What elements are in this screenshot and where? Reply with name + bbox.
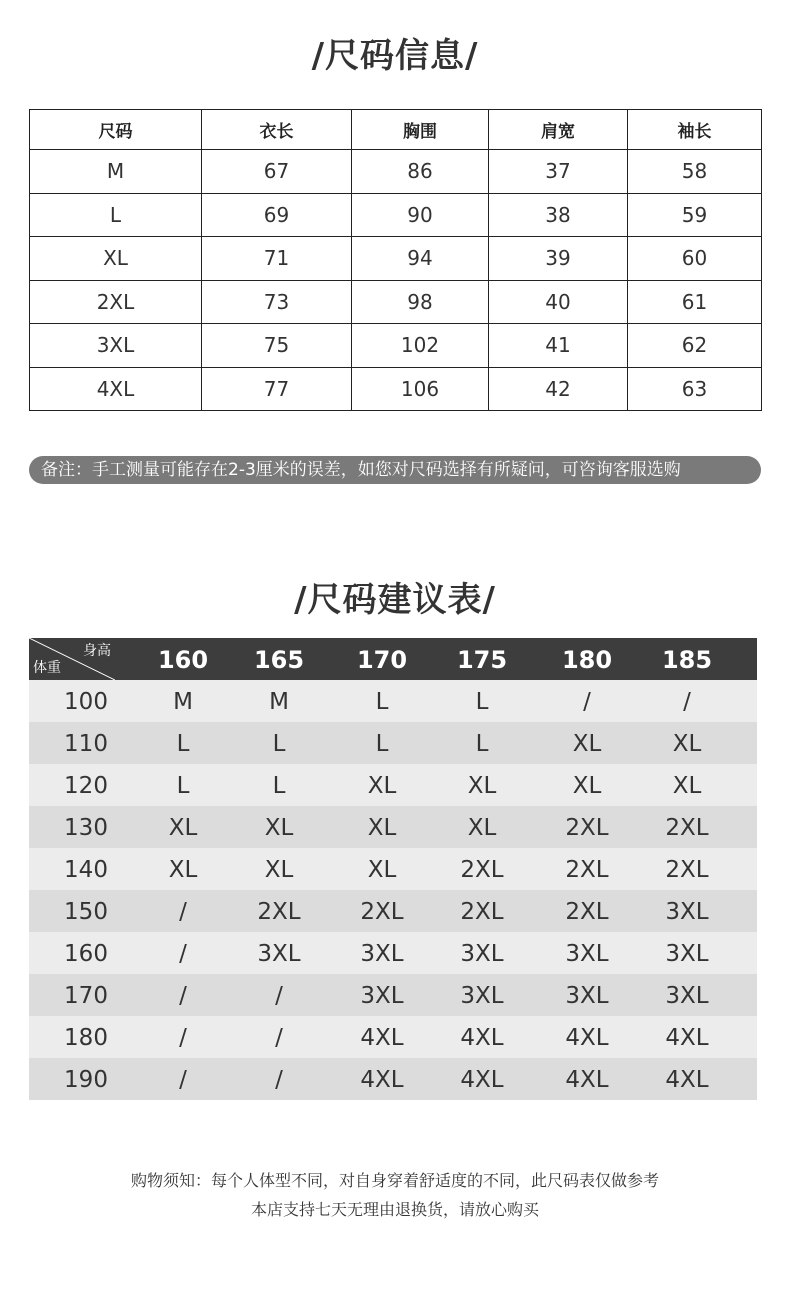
recommended-size-cell: 3XL	[565, 983, 609, 1009]
size-table-cell: 75	[202, 324, 352, 368]
size-table-row	[30, 193, 762, 237]
size-table-header-cell: 袖长	[628, 110, 762, 150]
recommend-row	[29, 722, 757, 764]
recommend-row	[29, 974, 757, 1016]
weight-cell: 120	[64, 773, 108, 799]
recommended-size-cell: XL	[367, 773, 397, 799]
recommended-size-cell: XL	[572, 731, 602, 757]
recommended-size-cell: L	[375, 689, 389, 715]
corner-cell	[29, 638, 115, 680]
size-table-header-cell: 衣长	[202, 110, 352, 150]
return-policy-notice: 本店支持七天无理由退换货，请放心购买	[250, 1200, 539, 1219]
recommended-size-cell: 4XL	[665, 1067, 709, 1093]
recommended-size-cell: /	[683, 689, 691, 715]
size-table-cell: 3XL	[30, 324, 202, 368]
size-table-cell: 38	[489, 193, 628, 237]
size-recommend-title: /尺码建议表/	[294, 580, 496, 620]
recommend-header-row	[29, 638, 757, 680]
size-table-cell: 98	[352, 280, 489, 324]
size-table-cell: 73	[202, 280, 352, 324]
recommend-row	[29, 806, 757, 848]
recommend-table-body	[29, 680, 757, 1100]
recommended-size-cell: 3XL	[257, 941, 301, 967]
recommended-size-cell: 4XL	[360, 1025, 404, 1051]
recommended-size-cell: XL	[367, 857, 397, 883]
weight-cell: 130	[64, 815, 108, 841]
size-table-cell: 61	[628, 280, 762, 324]
weight-cell: 190	[64, 1067, 108, 1093]
size-table-row	[30, 150, 762, 194]
recommended-size-cell: XL	[467, 773, 497, 799]
size-recommend-table	[29, 638, 757, 1100]
height-header-cell: 165	[253, 646, 305, 674]
recommended-size-cell: 3XL	[360, 983, 404, 1009]
recommended-size-cell: 4XL	[460, 1025, 504, 1051]
recommended-size-cell: 2XL	[257, 899, 301, 925]
recommend-row	[29, 890, 757, 932]
size-table-cell: 4XL	[30, 367, 202, 411]
size-table-cell: M	[30, 150, 202, 194]
recommended-size-cell: L	[375, 731, 389, 757]
size-table-cell: 86	[352, 150, 489, 194]
recommended-size-cell: XL	[168, 857, 198, 883]
size-table-cell: 106	[352, 367, 489, 411]
recommended-size-cell: 2XL	[665, 857, 709, 883]
recommended-size-cell: XL	[264, 857, 294, 883]
corner-height-label: 身高	[83, 643, 111, 659]
size-table-header-cell: 胸围	[352, 110, 489, 150]
size-table-cell: 94	[352, 237, 489, 281]
size-table-cell: 37	[489, 150, 628, 194]
recommended-size-cell: XL	[367, 815, 397, 841]
recommended-size-cell: 2XL	[565, 899, 609, 925]
recommended-size-cell: /	[179, 899, 187, 925]
weight-cell: 100	[64, 689, 108, 715]
size-table-row	[30, 367, 762, 411]
size-table-header-cell: 尺码	[30, 110, 202, 150]
size-info-title: /尺码信息/	[311, 36, 479, 76]
recommended-size-cell: 4XL	[565, 1067, 609, 1093]
recommended-size-cell: 2XL	[460, 899, 504, 925]
size-info-table	[29, 109, 762, 411]
recommended-size-cell: 4XL	[460, 1067, 504, 1093]
recommended-size-cell: 3XL	[460, 941, 504, 967]
recommended-size-cell: 3XL	[360, 941, 404, 967]
recommend-row	[29, 1058, 757, 1100]
recommend-row	[29, 1016, 757, 1058]
recommended-size-cell: 3XL	[665, 941, 709, 967]
height-header-cell: 180	[561, 646, 613, 674]
recommended-size-cell: L	[272, 773, 286, 799]
recommended-size-cell: /	[179, 941, 187, 967]
size-table-cell: 39	[489, 237, 628, 281]
recommended-size-cell: 3XL	[665, 983, 709, 1009]
recommended-size-cell: L	[176, 773, 190, 799]
recommended-size-cell: 4XL	[565, 1025, 609, 1051]
recommended-size-cell: 3XL	[565, 941, 609, 967]
recommended-size-cell: 2XL	[565, 815, 609, 841]
recommended-size-cell: L	[272, 731, 286, 757]
weight-cell: 110	[64, 731, 108, 757]
size-table-cell: 60	[628, 237, 762, 281]
recommended-size-cell: /	[275, 1025, 283, 1051]
recommended-size-cell: /	[179, 983, 187, 1009]
measurement-note: 备注：手工测量可能存在2-3厘米的误差，如您对尺码选择有所疑问，可咨询客服选购	[29, 456, 761, 484]
recommended-size-cell: 3XL	[665, 899, 709, 925]
recommend-row	[29, 680, 757, 722]
height-header-cell: 160	[157, 646, 209, 674]
size-table-cell: L	[30, 193, 202, 237]
size-table-header-cell: 肩宽	[489, 110, 628, 150]
recommended-size-cell: /	[179, 1025, 187, 1051]
size-table-cell: 69	[202, 193, 352, 237]
weight-cell: 140	[64, 857, 108, 883]
recommended-size-cell: /	[583, 689, 591, 715]
size-table-body	[30, 150, 762, 411]
weight-cell: 150	[64, 899, 108, 925]
recommend-row	[29, 764, 757, 806]
size-table-cell: 90	[352, 193, 489, 237]
recommended-size-cell: XL	[264, 815, 294, 841]
recommended-size-cell: L	[176, 731, 190, 757]
recommended-size-cell: XL	[168, 815, 198, 841]
size-table-cell: 62	[628, 324, 762, 368]
size-table-cell: 40	[489, 280, 628, 324]
size-table-row	[30, 237, 762, 281]
recommended-size-cell: XL	[672, 773, 702, 799]
recommended-size-cell: 2XL	[565, 857, 609, 883]
recommended-size-cell: M	[173, 689, 193, 715]
size-table-cell: 59	[628, 193, 762, 237]
recommended-size-cell: 2XL	[360, 899, 404, 925]
size-table-cell: 41	[489, 324, 628, 368]
recommended-size-cell: M	[269, 689, 289, 715]
recommended-size-cell: XL	[672, 731, 702, 757]
size-table-cell: 102	[352, 324, 489, 368]
recommended-size-cell: 3XL	[460, 983, 504, 1009]
weight-cell: 160	[64, 941, 108, 967]
recommended-size-cell: /	[179, 1067, 187, 1093]
height-header-cell: 175	[456, 646, 508, 674]
size-table-cell: 2XL	[30, 280, 202, 324]
size-table-cell: XL	[30, 237, 202, 281]
recommended-size-cell: L	[475, 689, 489, 715]
weight-cell: 180	[64, 1025, 108, 1051]
recommended-size-cell: XL	[572, 773, 602, 799]
recommend-row	[29, 848, 757, 890]
recommended-size-cell: 2XL	[665, 815, 709, 841]
size-table-cell: 67	[202, 150, 352, 194]
recommended-size-cell: /	[275, 1067, 283, 1093]
shopping-notice: 购物须知：每个人体型不同，对自身穿着舒适度的不同，此尺码表仅做参考	[130, 1171, 659, 1190]
size-table-cell: 42	[489, 367, 628, 411]
weight-cell: 170	[64, 983, 108, 1009]
size-table-row	[30, 324, 762, 368]
recommended-size-cell: 2XL	[460, 857, 504, 883]
corner-weight-label: 体重	[33, 660, 61, 676]
height-header-cell: 185	[661, 646, 713, 674]
recommended-size-cell: XL	[467, 815, 497, 841]
size-table-cell: 77	[202, 367, 352, 411]
size-table-cell: 63	[628, 367, 762, 411]
recommend-row	[29, 932, 757, 974]
recommended-size-cell: L	[475, 731, 489, 757]
recommended-size-cell: /	[275, 983, 283, 1009]
size-table-cell: 71	[202, 237, 352, 281]
size-table-cell: 58	[628, 150, 762, 194]
size-table-header-row	[30, 110, 762, 150]
size-table-row	[30, 280, 762, 324]
height-header-cell: 170	[356, 646, 408, 674]
recommended-size-cell: 4XL	[665, 1025, 709, 1051]
recommended-size-cell: 4XL	[360, 1067, 404, 1093]
